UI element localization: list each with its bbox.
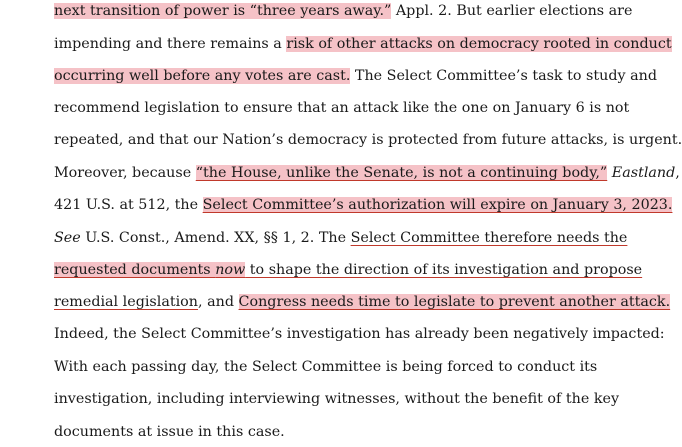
highlighted-text: Select Committee’s authorization will expire on January 3, 2023. — [202, 197, 673, 213]
italic-text: See — [54, 230, 81, 246]
text-line — [54, 33, 672, 55]
text-line — [54, 0, 633, 22]
text-line — [54, 97, 630, 119]
underlined-text: remedial legislation — [54, 294, 199, 310]
text-line — [54, 323, 665, 345]
text-span: Indeed, the Select Committee’s investigation has already been negatively impacted: — [54, 326, 665, 342]
text-line — [54, 291, 671, 313]
highlighted-text: “the House, unlike the Senate, is not a continuing body,” — [195, 165, 608, 181]
text-line — [54, 129, 682, 151]
text-span: impending and there remains a — [54, 36, 287, 52]
text-line — [54, 259, 643, 281]
text-line — [54, 162, 680, 184]
text-line — [54, 65, 657, 87]
text-span: Moreover, because — [54, 165, 196, 181]
highlighted-text: Congress needs time to legislate to prevent another attack. — [238, 294, 671, 310]
highlighted-text: occurring well before any votes are cast. — [54, 68, 351, 84]
text-line — [54, 421, 579, 443]
text-span: , and — [198, 294, 239, 310]
italic-text: Eastland — [611, 165, 676, 181]
text-span: With each passing day, the Select Committee is being forced to conduct its — [54, 359, 598, 375]
highlighted-text: risk of other attacks on democracy rooted in conduct — [286, 36, 672, 52]
text-line — [54, 388, 620, 410]
text-span: recommend legislation to ensure that an attack like the one on January 6 is not — [54, 100, 630, 116]
text-span: The Select Committee’s task to study and — [350, 68, 657, 84]
text-line — [54, 194, 673, 216]
text-span: U.S. Const., Amend. XX, §§ 1, 2. The — [80, 230, 351, 246]
text-span: investigation, including interviewing witnesses, without the benefit of the key — [54, 391, 620, 407]
text-span: repeated, and that our Nation’s democracy is protected from future attacks, is urgent. — [54, 132, 682, 148]
text-line — [54, 227, 628, 249]
text-line — [54, 356, 598, 378]
underlined-text: to shape the direction of its investigation and propose — [245, 262, 643, 278]
text-span: , — [675, 165, 680, 181]
text-span: Appl. 2. But earlier elections are — [391, 3, 633, 19]
text-span: 421 U.S. at 512, the — [54, 197, 203, 213]
highlighted-text: requested documents — [54, 262, 216, 278]
highlighted-text: now — [215, 262, 246, 278]
text-span: documents at issue in this case. — [54, 424, 285, 440]
underlined-text: Select Committee therefore needs the — [350, 230, 628, 246]
highlighted-text: next transition of power is “three years away.” — [54, 3, 392, 19]
